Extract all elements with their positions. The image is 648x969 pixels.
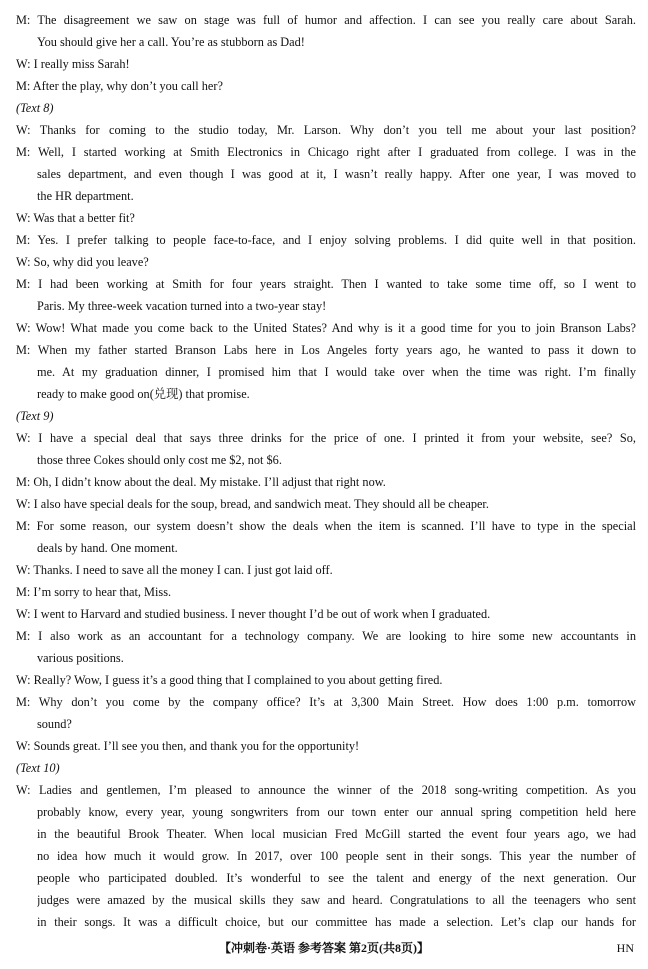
section-label: (Text 10) xyxy=(16,761,60,775)
text-line: M: The disagreement we saw on stage was full of humor and affection. I can see you really care about Sarah. xyxy=(16,13,636,27)
text-line: in their songs. It was a difficult choice, but our committee has made a selection. Let’s clap our hands for xyxy=(37,915,636,929)
text-line: W: I went to Harvard and studied business. I never thought I’d be out of work when I graduated. xyxy=(16,607,491,621)
text-line: M: After the play, why don’t you call her? xyxy=(16,79,223,93)
text-line: probably know, every year, young songwriters from our town enter our annual spring competition held here xyxy=(37,805,636,819)
text-line: M: Well, I started working at Smith Electronics in Chicago right after I graduated from college. I was in the xyxy=(16,145,636,159)
text-line: W: Was that a better fit? xyxy=(16,211,135,225)
text-line: various positions. xyxy=(37,651,124,665)
text-line: M: I had been working at Smith for four years straight. Then I wanted to take some time off, so I went to xyxy=(16,277,636,291)
text-line: the HR department. xyxy=(37,189,134,203)
text-line: M: Yes. I prefer talking to people face-to-face, and I enjoy solving problems. I did quite well in that position. xyxy=(16,233,636,247)
text-line: M: For some reason, our system doesn’t show the deals when the item is scanned. I’ll have to type in the special xyxy=(16,519,636,533)
text-line: W: Thanks for coming to the studio today, Mr. Larson. Why don’t you tell me about your last position? xyxy=(16,123,636,137)
text-line: W: Really? Wow, I guess it’s a good thing that I complained to you about getting fired. xyxy=(16,673,443,687)
text-line: M: I also work as an accountant for a technology company. We are looking to hire some new accountants in xyxy=(16,629,636,643)
page-footer xyxy=(0,936,648,960)
text-line: those three Cokes should only cost me $2, not $6. xyxy=(37,453,282,467)
text-line: M: When my father started Branson Labs here in Los Angeles forty years ago, he wanted to pass it down to xyxy=(16,343,636,357)
section-label: (Text 8) xyxy=(16,101,54,115)
text-line: no idea how much it would grow. In 2017, over 100 people sent in their songs. This year the number of xyxy=(37,849,636,863)
text-line: W: Wow! What made you come back to the United States? And why is it a good time for you to join Branson Labs? xyxy=(16,321,636,335)
text-line: W: Sounds great. I’ll see you then, and thank you for the opportunity! xyxy=(16,739,360,753)
text-line: W: Thanks. I need to save all the money I can. I just got laid off. xyxy=(16,563,333,577)
text-line: me. At my graduation dinner, I promised him that I would take over when the time was right. I’m finally xyxy=(37,365,636,379)
text-line: judges were amazed by the musical skills they saw and heard. Congratulations to all the teenagers who sent xyxy=(37,893,636,907)
text-line: Paris. My three-week vacation turned into a two-year stay! xyxy=(37,299,327,313)
text-line: W: Ladies and gentlemen, I’m pleased to announce the winner of the 2018 song-writing competition. As you xyxy=(16,783,636,797)
text-line: deals by hand. One moment. xyxy=(37,541,178,555)
footer-page-info: 【冲刺卷·英语 参考答案 第2页(共8页)】 xyxy=(219,941,429,955)
section-label: (Text 9) xyxy=(16,409,54,423)
footer-region-code: HN xyxy=(616,941,634,955)
text-line: M: I’m sorry to hear that, Miss. xyxy=(16,585,172,599)
text-line: W: I also have special deals for the soup, bread, and sandwich meat. They should all be cheaper. xyxy=(16,497,489,511)
text-line: people who participated doubled. It’s wonderful to see the talent and energy of the next generation. Our xyxy=(37,871,636,885)
text-line: You should give her a call. You’re as stubborn as Dad! xyxy=(37,35,305,49)
text-line: M: Why don’t you come by the company office? It’s at 3,300 Main Street. How does 1:00 p.m. tomorrow xyxy=(16,695,636,709)
text-line: M: Oh, I didn’t know about the deal. My mistake. I’ll adjust that right now. xyxy=(16,475,386,489)
text-line: W: So, why did you leave? xyxy=(16,255,149,269)
text-line: W: I have a special deal that says three drinks for the price of one. I printed it from your website, see? So, xyxy=(16,431,636,445)
text-line: sound? xyxy=(37,717,72,731)
text-line: sales department, and even though I was good at it, I wasn’t really happy. After one year, I was moved to xyxy=(37,167,636,181)
text-line: ready to make good on(兑现) that promise. xyxy=(37,387,250,401)
text-line: W: I really miss Sarah! xyxy=(16,57,130,71)
text-line: in the beautiful Brook Theater. When local musician Fred McGill started the event four years ago, we had xyxy=(37,827,636,841)
